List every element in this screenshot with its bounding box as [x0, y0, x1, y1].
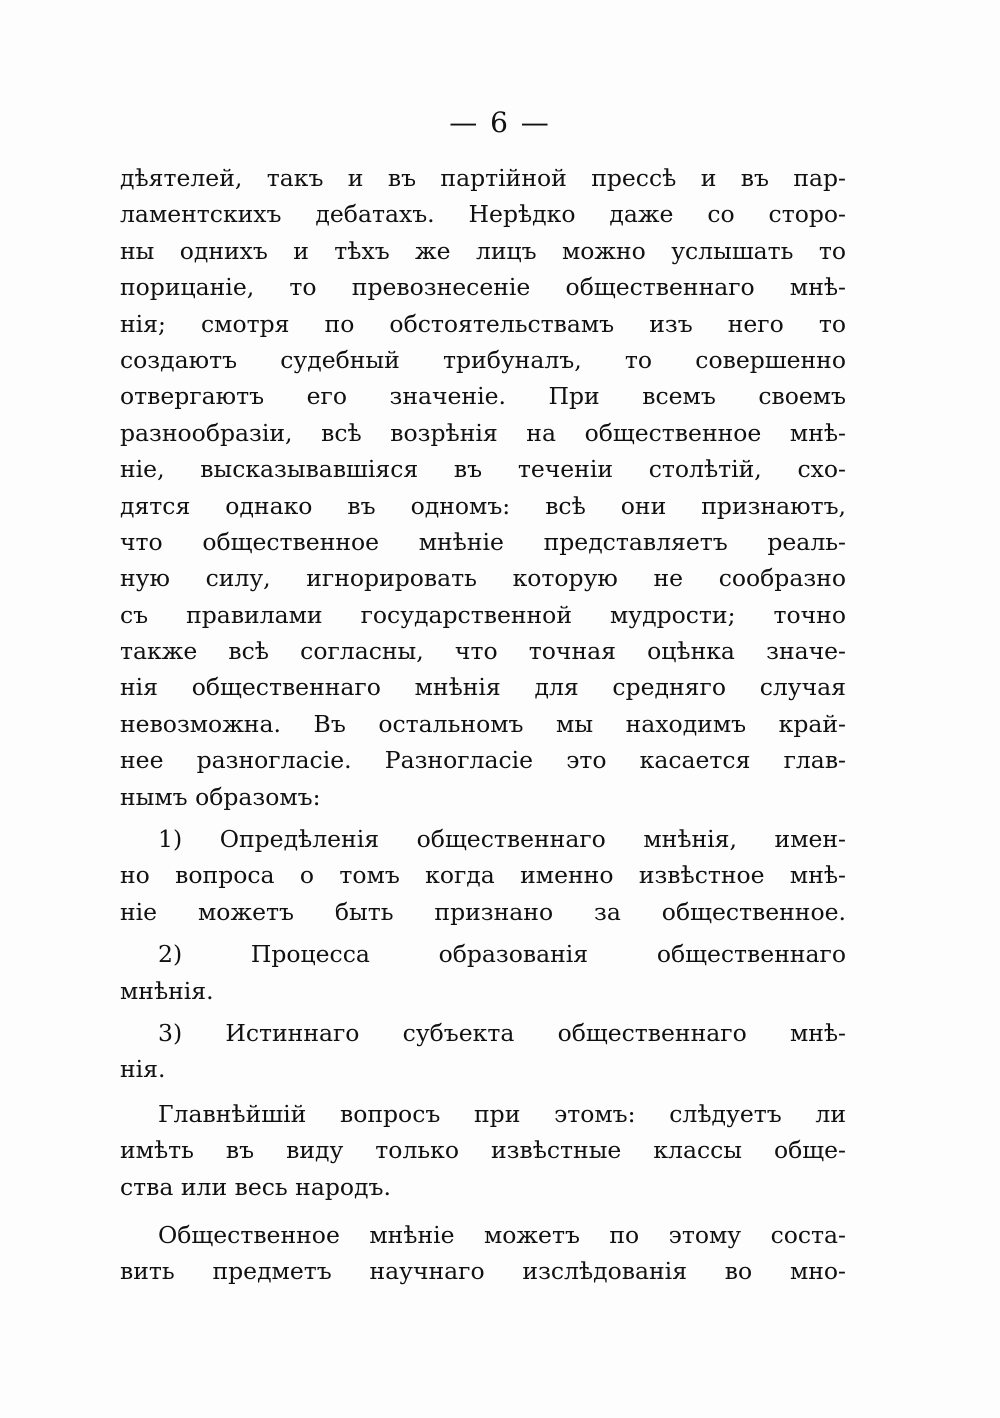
- list-item-3: [120, 1015, 846, 1088]
- text-line: также всѣ согласны, что точная оцѣнка значе-: [120, 637, 846, 666]
- text-line: нія.: [120, 1055, 166, 1084]
- text-line: нымъ образомъ:: [120, 782, 321, 811]
- text-line: нее разногласіе. Разногласіе это касается глав-: [120, 746, 846, 775]
- text-line: что общественное мнѣніе представляетъ реаль-: [120, 527, 846, 556]
- text-line: Общественное мнѣніе можетъ по этому соста-: [158, 1220, 846, 1249]
- text-line: дятся однако въ одномъ: всѣ они признаютъ,: [120, 491, 846, 520]
- text-line: 2) Процесса образованія общественнаго: [158, 940, 846, 969]
- text-line: Главнѣйшій вопросъ при этомъ: слѣдуетъ ли: [158, 1099, 846, 1128]
- text-line: вить предметъ научнаго изслѣдованія во мно-: [120, 1257, 846, 1286]
- text-line: ны однихъ и тѣхъ же лицъ можно услышать то: [120, 236, 846, 265]
- text-line: ства или весь народъ.: [120, 1172, 391, 1201]
- text-line: ніе можетъ быть признано за общественное.: [120, 897, 846, 926]
- text-line: разнообразіи, всѣ возрѣнія на общественное мнѣ-: [120, 418, 846, 447]
- text-line: дѣятелей, такъ и въ партійной прессѣ и въ пар-: [120, 164, 846, 192]
- text-line: съ правилами государственной мудрости; точно: [120, 600, 846, 629]
- text-line: невозможна. Въ остальномъ мы находимъ край-: [120, 709, 846, 738]
- paragraph-3: [120, 1217, 846, 1290]
- text-line: ламентскихъ дебатахъ. Нерѣдко даже со сторо-: [120, 200, 846, 229]
- list-item-1: [120, 821, 846, 930]
- paragraph-1: [120, 160, 846, 815]
- text-line: 3) Истиннаго субъекта общественнаго мнѣ-: [158, 1018, 846, 1047]
- text-line: ніе, высказывавшіяся въ теченіи столѣтій, схо-: [120, 455, 846, 484]
- text-line: отвергаютъ его значеніе. При всемъ своемъ: [120, 382, 846, 411]
- list-item-2: [120, 936, 846, 1009]
- text-line: порицаніе, то превознесеніе общественнаго мнѣ-: [120, 273, 846, 302]
- paragraph-2: [120, 1096, 846, 1205]
- page-number: — 6 —: [449, 106, 551, 139]
- body-text: [120, 160, 846, 1290]
- text-line: но вопроса о томъ когда именно извѣстное мнѣ-: [120, 861, 846, 890]
- text-line: нія общественнаго мнѣнія для средняго случая: [120, 673, 846, 702]
- text-line: нія; смотря по обстоятельствамъ изъ него то: [120, 309, 846, 338]
- text-line: мнѣнія.: [120, 976, 214, 1005]
- text-line: имѣть въ виду только извѣстные классы обще-: [120, 1136, 846, 1165]
- text-line: создаютъ судебный трибуналъ, то совершенно: [120, 345, 846, 374]
- text-line: ную силу, игнорировать которую не сообразно: [120, 564, 846, 593]
- text-line: 1) Опредѣленія общественнаго мнѣнія, имен-: [158, 825, 846, 854]
